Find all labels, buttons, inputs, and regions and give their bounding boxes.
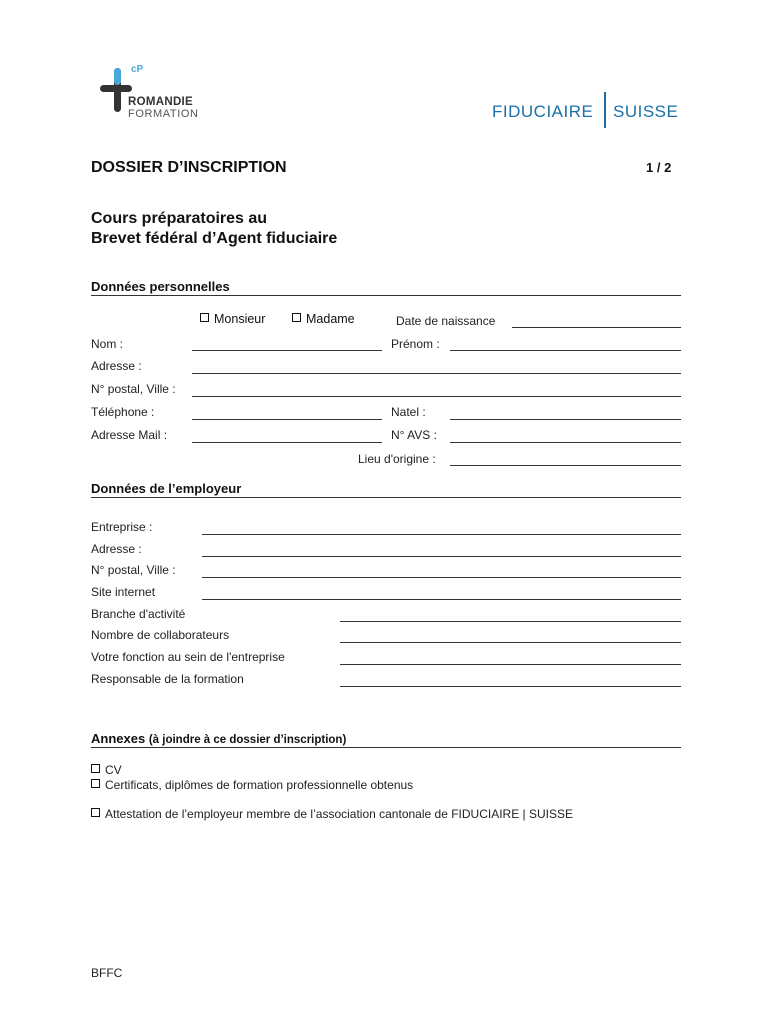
section-personal-heading bbox=[91, 279, 681, 296]
fonction-label: Votre fonction au sein de l'entreprise bbox=[91, 650, 285, 664]
section-employer-heading bbox=[91, 481, 681, 498]
employer-postal-field[interactable] bbox=[202, 577, 681, 578]
checkbox-icon bbox=[91, 779, 100, 788]
romandie-formation-logo bbox=[98, 66, 218, 126]
annex-item-certificats[interactable] bbox=[91, 778, 413, 792]
branche-field[interactable] bbox=[340, 621, 681, 622]
section-employer-title: Données de l’employeur bbox=[91, 481, 242, 496]
course-title bbox=[91, 209, 337, 249]
logo-line1: ROMANDIE bbox=[128, 96, 194, 108]
checkbox-icon bbox=[91, 808, 100, 817]
employer-adresse-label: Adresse : bbox=[91, 542, 142, 556]
site-field[interactable] bbox=[202, 599, 681, 600]
checkbox-madame[interactable] bbox=[292, 312, 355, 326]
page-number: 1 / 2 bbox=[646, 160, 672, 175]
annex-item-label: Attestation de l’employeur membre de l’association cantonale de FIDUCIAIRE | SUISSE bbox=[105, 807, 573, 821]
section-annexes-title: Annexes bbox=[91, 731, 146, 746]
birthdate-label: Date de naissance bbox=[396, 314, 496, 328]
postal-label: N° postal, Ville : bbox=[91, 382, 176, 396]
adresse-label: Adresse : bbox=[91, 359, 142, 373]
postal-field[interactable] bbox=[192, 396, 681, 397]
responsable-label: Responsable de la formation bbox=[91, 672, 244, 686]
nom-label: Nom : bbox=[91, 337, 124, 351]
entreprise-label: Entreprise : bbox=[91, 520, 153, 534]
course-title-line2: Brevet fédéral d’Agent fiduciaire bbox=[91, 230, 338, 247]
monsieur-label: Monsieur bbox=[214, 312, 266, 326]
checkbox-icon bbox=[91, 764, 100, 773]
entreprise-field[interactable] bbox=[202, 534, 681, 535]
annex-item-label: Certificats, diplômes de formation professionnelle obtenus bbox=[105, 778, 414, 792]
natel-field[interactable] bbox=[450, 419, 681, 420]
mail-label: Adresse Mail : bbox=[91, 428, 168, 442]
employer-postal-label: N° postal, Ville : bbox=[91, 563, 176, 577]
collaborateurs-label: Nombre de collaborateurs bbox=[91, 628, 230, 642]
annex-item-attestation[interactable] bbox=[91, 807, 573, 821]
logo-suisse: SUISSE bbox=[613, 102, 679, 121]
site-label: Site internet bbox=[91, 585, 156, 599]
collaborateurs-field[interactable] bbox=[340, 642, 681, 643]
document-title: DOSSIER D’INSCRIPTION bbox=[91, 159, 287, 176]
adresse-field[interactable] bbox=[192, 373, 681, 374]
origine-field[interactable] bbox=[450, 465, 681, 466]
madame-label: Madame bbox=[306, 312, 355, 326]
logo-fiduciaire: FIDUCIAIRE bbox=[492, 102, 594, 121]
checkbox-monsieur[interactable] bbox=[200, 312, 265, 326]
prenom-label: Prénom : bbox=[391, 337, 440, 351]
prenom-field[interactable] bbox=[450, 350, 681, 351]
telephone-field[interactable] bbox=[192, 419, 382, 420]
logo-cp-text: cP bbox=[131, 64, 144, 75]
origine-label: Lieu d'origine : bbox=[358, 452, 436, 466]
footer-code: BFFC bbox=[91, 966, 123, 980]
avs-label: N° AVS : bbox=[391, 428, 437, 442]
telephone-label: Téléphone : bbox=[91, 405, 155, 419]
section-personal-title: Données personnelles bbox=[91, 279, 230, 294]
checkbox-icon bbox=[200, 313, 209, 322]
logo-line2: FORMATION bbox=[128, 108, 199, 120]
course-title-line1: Cours préparatoires au bbox=[91, 210, 268, 227]
nom-field[interactable] bbox=[192, 350, 382, 351]
annex-item-label: CV bbox=[105, 763, 122, 777]
section-annexes-heading bbox=[91, 731, 681, 748]
employer-adresse-field[interactable] bbox=[202, 556, 681, 557]
responsable-field[interactable] bbox=[340, 686, 681, 687]
section-annexes-subtitle: (à joindre à ce dossier d’inscription) bbox=[148, 734, 347, 746]
natel-label: Natel : bbox=[391, 405, 426, 419]
branche-label: Branche d'activité bbox=[91, 607, 186, 621]
birthdate-field[interactable] bbox=[512, 327, 681, 328]
fiduciaire-suisse-logo bbox=[492, 92, 682, 128]
mail-field[interactable] bbox=[192, 442, 382, 443]
annex-item-cv[interactable] bbox=[91, 763, 122, 777]
checkbox-icon bbox=[292, 313, 301, 322]
avs-field[interactable] bbox=[450, 442, 681, 443]
fonction-field[interactable] bbox=[340, 664, 681, 665]
logo-divider bbox=[604, 92, 606, 128]
